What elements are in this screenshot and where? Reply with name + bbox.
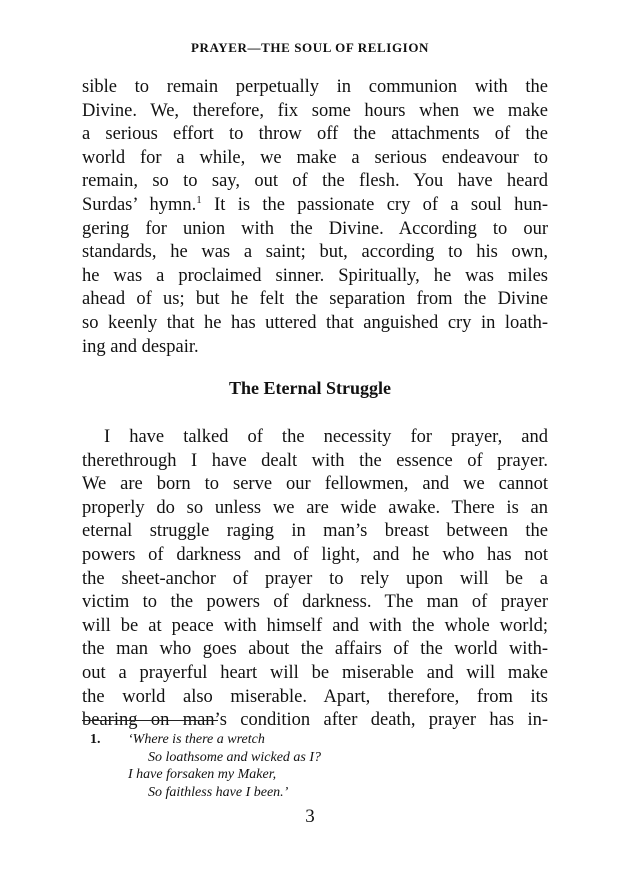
- paragraph-line: ing and despair.: [82, 336, 199, 357]
- paragraph-line: the man who goes about the affairs of the world with-: [82, 639, 548, 660]
- paragraph-line: I have talked of the necessity for prayer, and: [104, 427, 548, 447]
- paragraph-line: will be at peace with himself and with the whole world;: [82, 615, 548, 636]
- footnote-divider: [82, 720, 218, 721]
- footnote-line: So loathsome and wicked as I?: [148, 749, 322, 765]
- line-end: It is the passionate cry of a soul hun-: [214, 194, 548, 215]
- paragraph-line: he was a proclaimed sinner. Spiritually, he was miles: [82, 265, 548, 286]
- paragraph-line: gering for union with the Divine. According to our: [82, 218, 548, 239]
- paragraph-line: We are born to serve our fellowmen, and we cannot: [82, 474, 548, 495]
- section-heading: The Eternal Struggle: [229, 378, 391, 398]
- line-start: Surdas’ hymn.: [82, 194, 197, 215]
- paragraph-line: therethrough I have dealt with the essence of prayer.: [82, 450, 548, 471]
- footnote-line: So faithless have I been.’: [148, 784, 289, 800]
- footnote: [90, 731, 490, 801]
- paragraph-line: remain, so to say, out of the flesh. You have heard: [82, 171, 548, 192]
- paragraph-1: [82, 76, 548, 359]
- paragraph-line: ahead of us; but he felt the separation from the Divine: [82, 289, 548, 310]
- running-head: PRAYER—THE SOUL OF RELIGION: [190, 40, 430, 55]
- paragraph-line: sible to remain perpetually in communion with the: [82, 77, 548, 97]
- footnote-marker: 1: [196, 193, 202, 206]
- page-number: 3: [305, 806, 315, 827]
- paragraph-line: eternal struggle raging in man’s breast between the: [82, 521, 548, 542]
- paragraph-line: Divine. We, therefore, fix some hours when we make: [82, 100, 548, 121]
- paragraph-line: properly do so unless we are wide awake. There is an: [82, 497, 548, 518]
- paragraph-line: a serious effort to throw off the attachments of the: [82, 124, 548, 145]
- footnote-text: ‘Where is there a wretch: [128, 732, 265, 747]
- footnote-line: I have forsaken my Maker,: [128, 767, 277, 782]
- paragraph-line-with-footnote: [82, 194, 548, 218]
- paragraph-2: [82, 426, 548, 733]
- paragraph-line: victim to the powers of darkness. The man of prayer: [82, 592, 548, 613]
- footnote-number: 1.: [90, 732, 101, 747]
- paragraph-line: bearing on man’s condition after death, prayer has in-: [82, 710, 548, 731]
- paragraph-line: the sheet-anchor of prayer to rely upon will be a: [82, 568, 548, 589]
- paragraph-line: so keenly that he has uttered that anguished cry in loath-: [82, 312, 548, 333]
- footnote-line: [90, 731, 490, 749]
- paragraph-line: standards, he was a saint; but, according to his own,: [82, 242, 548, 263]
- paragraph-line: world for a while, we make a serious endeavour to: [82, 147, 548, 168]
- paragraph-line: the world also miserable. Apart, therefore, from its: [82, 686, 548, 707]
- paragraph-line: out a prayerful heart will be miserable and will make: [82, 662, 548, 683]
- paragraph-line: powers of darkness and of light, and he who has not: [82, 544, 548, 565]
